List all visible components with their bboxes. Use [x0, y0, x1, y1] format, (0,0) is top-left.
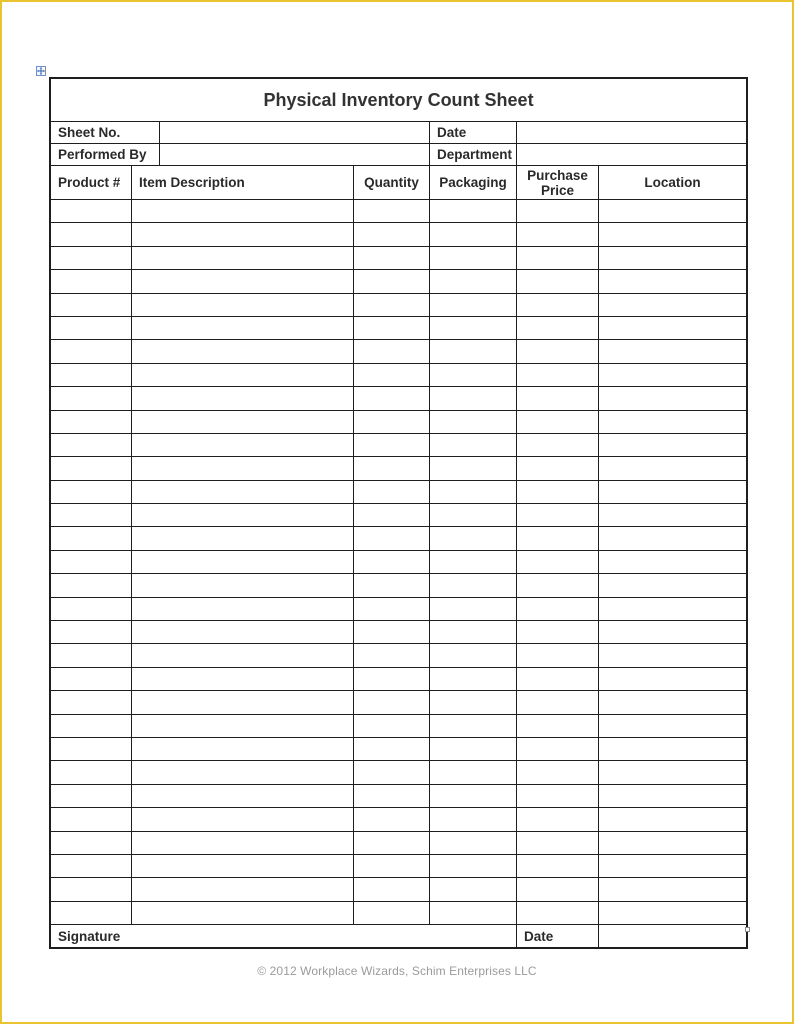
- packaging-cell[interactable]: [430, 387, 517, 410]
- packaging-cell[interactable]: [430, 363, 517, 386]
- product-number-cell[interactable]: [51, 410, 132, 433]
- form-title: Physical Inventory Count Sheet: [51, 79, 747, 122]
- packaging-cell[interactable]: [430, 480, 517, 503]
- location-cell[interactable]: [599, 691, 747, 714]
- location-cell[interactable]: [599, 270, 747, 293]
- quantity-cell[interactable]: [354, 854, 430, 877]
- item-description-cell[interactable]: [132, 316, 354, 339]
- packaging-cell[interactable]: [430, 644, 517, 667]
- product-number-cell[interactable]: [51, 223, 132, 246]
- quantity-cell[interactable]: [354, 433, 430, 456]
- department-field[interactable]: [517, 144, 747, 166]
- packaging-cell[interactable]: [430, 200, 517, 223]
- purchase-price-cell[interactable]: [517, 410, 599, 433]
- table-row: [51, 901, 747, 924]
- purchase-price-cell[interactable]: [517, 433, 599, 456]
- location-cell[interactable]: [599, 761, 747, 784]
- purchase-price-cell[interactable]: [517, 340, 599, 363]
- table-row: [51, 737, 747, 760]
- item-description-cell[interactable]: [132, 714, 354, 737]
- location-cell[interactable]: [599, 901, 747, 924]
- quantity-cell[interactable]: [354, 480, 430, 503]
- item-description-cell[interactable]: [132, 854, 354, 877]
- location-cell[interactable]: [599, 433, 747, 456]
- item-description-cell[interactable]: [132, 293, 354, 316]
- packaging-cell[interactable]: [430, 410, 517, 433]
- table-row: [51, 550, 747, 573]
- product-number-cell[interactable]: [51, 246, 132, 269]
- item-description-cell[interactable]: [132, 527, 354, 550]
- item-description-cell[interactable]: [132, 363, 354, 386]
- item-description-cell[interactable]: [132, 504, 354, 527]
- packaging-cell[interactable]: [430, 621, 517, 644]
- purchase-price-cell[interactable]: [517, 901, 599, 924]
- location-cell[interactable]: [599, 574, 747, 597]
- product-number-cell[interactable]: [51, 270, 132, 293]
- location-cell[interactable]: [599, 667, 747, 690]
- product-number-cell[interactable]: [51, 737, 132, 760]
- location-cell[interactable]: [599, 621, 747, 644]
- location-cell[interactable]: [599, 293, 747, 316]
- item-description-cell[interactable]: [132, 200, 354, 223]
- product-number-cell[interactable]: [51, 550, 132, 573]
- quantity-cell[interactable]: [354, 457, 430, 480]
- packaging-cell[interactable]: [430, 784, 517, 807]
- item-description-cell[interactable]: [132, 457, 354, 480]
- purchase-price-cell[interactable]: [517, 574, 599, 597]
- purchase-price-cell[interactable]: [517, 714, 599, 737]
- quantity-cell[interactable]: [354, 246, 430, 269]
- column-header-product-number: Product #: [51, 166, 132, 200]
- packaging-cell[interactable]: [430, 340, 517, 363]
- inventory-count-table: [50, 78, 747, 948]
- column-header-purchase-price: Purchase Price: [517, 166, 599, 200]
- purchase-price-cell[interactable]: [517, 246, 599, 269]
- purchase-price-cell[interactable]: [517, 667, 599, 690]
- packaging-cell[interactable]: [430, 597, 517, 620]
- purchase-price-cell[interactable]: [517, 621, 599, 644]
- table-row: [51, 574, 747, 597]
- product-number-cell[interactable]: [51, 574, 132, 597]
- table-move-handle-icon[interactable]: [36, 66, 46, 76]
- purchase-price-cell[interactable]: [517, 316, 599, 339]
- product-number-cell[interactable]: [51, 621, 132, 644]
- quantity-cell[interactable]: [354, 808, 430, 831]
- location-cell[interactable]: [599, 854, 747, 877]
- quantity-cell[interactable]: [354, 223, 430, 246]
- copyright-footer: © 2012 Workplace Wizards, Schim Enterprises LLC: [257, 964, 537, 978]
- location-cell[interactable]: [599, 597, 747, 620]
- signature-row: [51, 925, 747, 948]
- quantity-cell[interactable]: [354, 878, 430, 901]
- quantity-cell[interactable]: [354, 644, 430, 667]
- product-number-cell[interactable]: [51, 761, 132, 784]
- packaging-cell[interactable]: [430, 854, 517, 877]
- location-cell[interactable]: [599, 457, 747, 480]
- quantity-cell[interactable]: [354, 387, 430, 410]
- item-description-cell[interactable]: [132, 691, 354, 714]
- item-description-cell[interactable]: [132, 597, 354, 620]
- purchase-price-cell[interactable]: [517, 200, 599, 223]
- table-row: [51, 270, 747, 293]
- item-description-cell[interactable]: [132, 410, 354, 433]
- item-description-cell[interactable]: [132, 387, 354, 410]
- table-row: [51, 433, 747, 456]
- location-cell[interactable]: [599, 223, 747, 246]
- item-description-cell[interactable]: [132, 223, 354, 246]
- product-number-cell[interactable]: [51, 363, 132, 386]
- product-number-cell[interactable]: [51, 433, 132, 456]
- purchase-price-cell[interactable]: [517, 597, 599, 620]
- purchase-price-cell[interactable]: [517, 223, 599, 246]
- table-row: [51, 293, 747, 316]
- packaging-cell[interactable]: [430, 504, 517, 527]
- table-row: [51, 387, 747, 410]
- packaging-cell[interactable]: [430, 574, 517, 597]
- table-row: [51, 784, 747, 807]
- table-row: [51, 200, 747, 223]
- packaging-cell[interactable]: [430, 901, 517, 924]
- quantity-cell[interactable]: [354, 527, 430, 550]
- item-description-cell[interactable]: [132, 480, 354, 503]
- location-cell[interactable]: [599, 714, 747, 737]
- quantity-cell[interactable]: [354, 714, 430, 737]
- product-number-cell[interactable]: [51, 808, 132, 831]
- location-cell[interactable]: [599, 387, 747, 410]
- item-description-cell[interactable]: [132, 808, 354, 831]
- packaging-cell[interactable]: [430, 246, 517, 269]
- sheet-no-label: Sheet No.: [51, 122, 160, 144]
- quantity-cell[interactable]: [354, 901, 430, 924]
- packaging-cell[interactable]: [430, 316, 517, 339]
- item-description-cell[interactable]: [132, 761, 354, 784]
- product-number-cell[interactable]: [51, 784, 132, 807]
- packaging-cell[interactable]: [430, 223, 517, 246]
- location-cell[interactable]: [599, 550, 747, 573]
- quantity-cell[interactable]: [354, 574, 430, 597]
- table-row: [51, 246, 747, 269]
- table-row: [51, 644, 747, 667]
- purchase-price-cell[interactable]: [517, 831, 599, 854]
- purchase-price-cell[interactable]: [517, 480, 599, 503]
- table-row: [51, 831, 747, 854]
- product-number-cell[interactable]: [51, 316, 132, 339]
- date-label: Date: [430, 122, 517, 144]
- table-row: [51, 316, 747, 339]
- signature-label: Signature: [51, 925, 517, 948]
- location-cell[interactable]: [599, 644, 747, 667]
- location-cell[interactable]: [599, 831, 747, 854]
- packaging-cell[interactable]: [430, 691, 517, 714]
- packaging-cell[interactable]: [430, 831, 517, 854]
- item-description-cell[interactable]: [132, 340, 354, 363]
- location-cell[interactable]: [599, 340, 747, 363]
- product-number-cell[interactable]: [51, 667, 132, 690]
- item-description-cell[interactable]: [132, 831, 354, 854]
- purchase-price-cell[interactable]: [517, 387, 599, 410]
- purchase-price-cell[interactable]: [517, 550, 599, 573]
- item-description-cell[interactable]: [132, 550, 354, 573]
- location-cell[interactable]: [599, 527, 747, 550]
- quantity-cell[interactable]: [354, 200, 430, 223]
- quantity-cell[interactable]: [354, 363, 430, 386]
- table-row: [51, 878, 747, 901]
- product-number-cell[interactable]: [51, 504, 132, 527]
- quantity-cell[interactable]: [354, 410, 430, 433]
- packaging-cell[interactable]: [430, 550, 517, 573]
- product-number-cell[interactable]: [51, 901, 132, 924]
- column-header-item-description: Item Description: [132, 166, 354, 200]
- purchase-price-cell[interactable]: [517, 527, 599, 550]
- packaging-cell[interactable]: [430, 808, 517, 831]
- quantity-cell[interactable]: [354, 761, 430, 784]
- product-number-cell[interactable]: [51, 387, 132, 410]
- quantity-cell[interactable]: [354, 737, 430, 760]
- column-header-quantity: Quantity: [354, 166, 430, 200]
- packaging-cell[interactable]: [430, 878, 517, 901]
- location-cell[interactable]: [599, 363, 747, 386]
- location-cell[interactable]: [599, 504, 747, 527]
- table-row: [51, 223, 747, 246]
- purchase-price-cell[interactable]: [517, 457, 599, 480]
- quantity-cell[interactable]: [354, 667, 430, 690]
- item-description-cell[interactable]: [132, 784, 354, 807]
- purchase-price-cell[interactable]: [517, 878, 599, 901]
- sheet-info-row: [51, 122, 747, 144]
- packaging-cell[interactable]: [430, 527, 517, 550]
- quantity-cell[interactable]: [354, 831, 430, 854]
- purchase-price-cell[interactable]: [517, 761, 599, 784]
- product-number-cell[interactable]: [51, 597, 132, 620]
- product-number-cell[interactable]: [51, 854, 132, 877]
- purchase-price-cell[interactable]: [517, 644, 599, 667]
- product-number-cell[interactable]: [51, 293, 132, 316]
- packaging-cell[interactable]: [430, 667, 517, 690]
- location-cell[interactable]: [599, 480, 747, 503]
- quantity-cell[interactable]: [354, 621, 430, 644]
- table-row: [51, 527, 747, 550]
- performed-by-label: Performed By: [51, 144, 160, 166]
- table-row: [51, 761, 747, 784]
- item-description-cell[interactable]: [132, 878, 354, 901]
- product-number-cell[interactable]: [51, 878, 132, 901]
- product-number-cell[interactable]: [51, 480, 132, 503]
- table-row: [51, 457, 747, 480]
- product-number-cell[interactable]: [51, 691, 132, 714]
- item-description-cell[interactable]: [132, 644, 354, 667]
- product-number-cell[interactable]: [51, 200, 132, 223]
- product-number-cell[interactable]: [51, 457, 132, 480]
- packaging-cell[interactable]: [430, 433, 517, 456]
- purchase-price-cell[interactable]: [517, 363, 599, 386]
- purchase-price-cell[interactable]: [517, 784, 599, 807]
- table-resize-handle-icon[interactable]: [745, 927, 750, 932]
- table-row: [51, 410, 747, 433]
- table-row: [51, 597, 747, 620]
- purchase-price-cell[interactable]: [517, 691, 599, 714]
- packaging-cell[interactable]: [430, 714, 517, 737]
- date-field[interactable]: [517, 122, 747, 144]
- product-number-cell[interactable]: [51, 644, 132, 667]
- purchase-price-cell[interactable]: [517, 737, 599, 760]
- item-description-cell[interactable]: [132, 737, 354, 760]
- table-row: [51, 691, 747, 714]
- packaging-cell[interactable]: [430, 737, 517, 760]
- product-number-cell[interactable]: [51, 527, 132, 550]
- product-number-cell[interactable]: [51, 714, 132, 737]
- packaging-cell[interactable]: [430, 270, 517, 293]
- quantity-cell[interactable]: [354, 340, 430, 363]
- column-header-location: Location: [599, 166, 747, 200]
- department-label: Department: [430, 144, 517, 166]
- table-row: [51, 714, 747, 737]
- quantity-cell[interactable]: [354, 784, 430, 807]
- quantity-cell[interactable]: [354, 504, 430, 527]
- location-cell[interactable]: [599, 784, 747, 807]
- table-row: [51, 854, 747, 877]
- table-row: [51, 808, 747, 831]
- item-description-cell[interactable]: [132, 901, 354, 924]
- packaging-cell[interactable]: [430, 761, 517, 784]
- table-row: [51, 621, 747, 644]
- purchase-price-cell[interactable]: [517, 854, 599, 877]
- table-row: [51, 667, 747, 690]
- column-header-packaging: Packaging: [430, 166, 517, 200]
- quantity-cell[interactable]: [354, 597, 430, 620]
- location-cell[interactable]: [599, 878, 747, 901]
- location-cell[interactable]: [599, 246, 747, 269]
- item-description-cell[interactable]: [132, 574, 354, 597]
- signature-date-label: Date: [517, 925, 599, 948]
- item-description-cell[interactable]: [132, 433, 354, 456]
- packaging-cell[interactable]: [430, 457, 517, 480]
- purchase-price-cell[interactable]: [517, 293, 599, 316]
- quantity-cell[interactable]: [354, 550, 430, 573]
- purchase-price-cell[interactable]: [517, 808, 599, 831]
- performed-info-row: [51, 144, 747, 166]
- location-cell[interactable]: [599, 410, 747, 433]
- product-number-cell[interactable]: [51, 831, 132, 854]
- title-row: [51, 79, 747, 122]
- location-cell[interactable]: [599, 808, 747, 831]
- packaging-cell[interactable]: [430, 293, 517, 316]
- table-row: [51, 363, 747, 386]
- quantity-cell[interactable]: [354, 270, 430, 293]
- item-description-cell[interactable]: [132, 667, 354, 690]
- product-number-cell[interactable]: [51, 340, 132, 363]
- performed-by-field[interactable]: [160, 144, 430, 166]
- location-cell[interactable]: [599, 200, 747, 223]
- signature-date-field[interactable]: [599, 925, 747, 948]
- purchase-price-cell[interactable]: [517, 270, 599, 293]
- table-row: [51, 340, 747, 363]
- location-cell[interactable]: [599, 316, 747, 339]
- quantity-cell[interactable]: [354, 293, 430, 316]
- sheet-no-field[interactable]: [160, 122, 430, 144]
- table-row: [51, 504, 747, 527]
- item-description-cell[interactable]: [132, 270, 354, 293]
- purchase-price-cell[interactable]: [517, 504, 599, 527]
- quantity-cell[interactable]: [354, 316, 430, 339]
- column-header-row: [51, 166, 747, 200]
- quantity-cell[interactable]: [354, 691, 430, 714]
- location-cell[interactable]: [599, 737, 747, 760]
- table-row: [51, 480, 747, 503]
- item-description-cell[interactable]: [132, 246, 354, 269]
- item-description-cell[interactable]: [132, 621, 354, 644]
